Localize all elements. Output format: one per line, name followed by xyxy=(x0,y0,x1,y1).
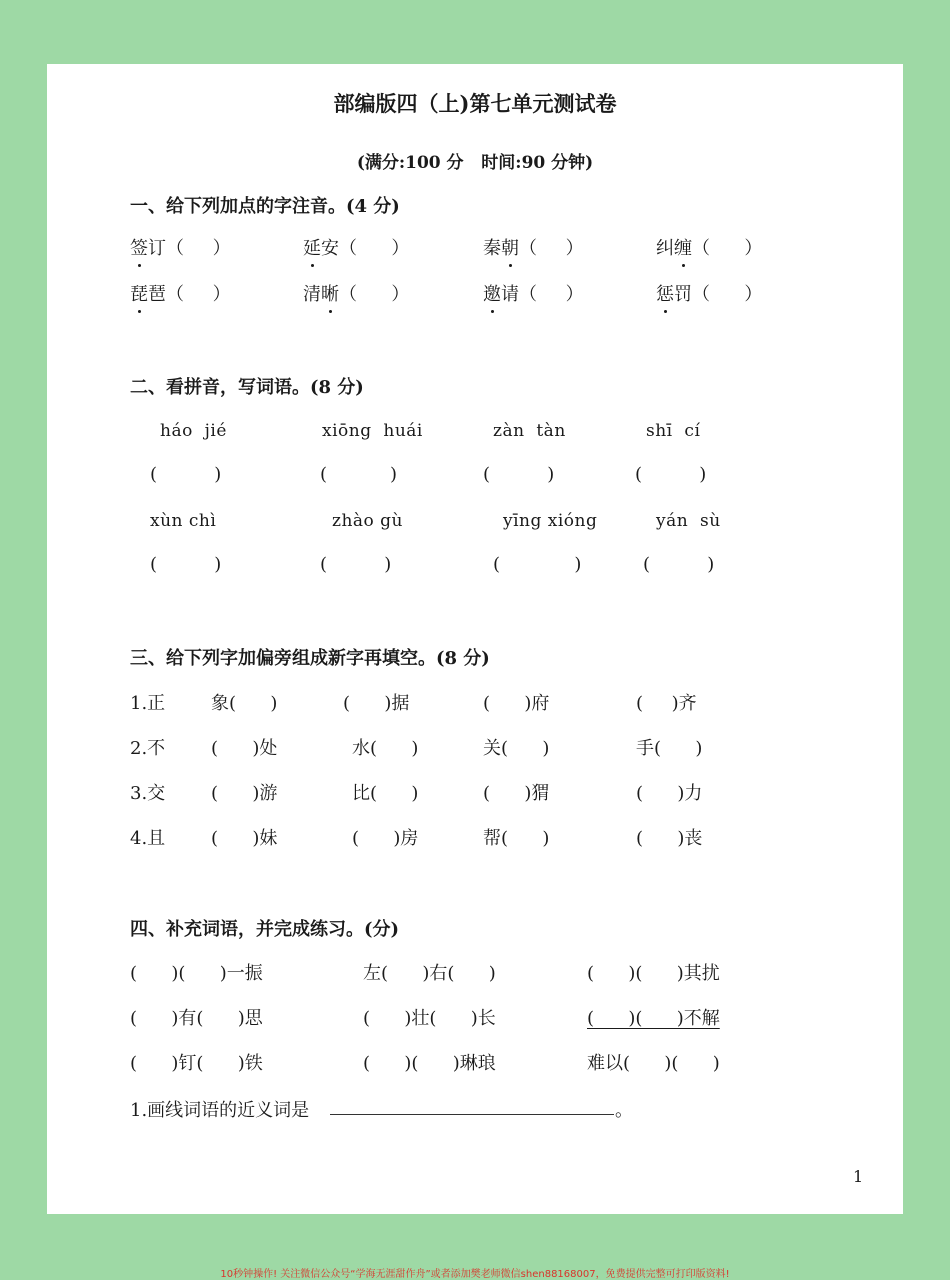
phonetic-item: 签订（ ） xyxy=(130,234,231,260)
answer-blank: ( ) xyxy=(483,464,555,485)
answer-blank: ( ) xyxy=(493,554,582,575)
phonetic-item: 延安（ ） xyxy=(303,234,409,260)
footer-promo-text: 10秒钟操作! 关注微信公众号“学海无涯甜作舟”或者添加樊老师微信shen88168007，免费提供完整可打印版资料! xyxy=(220,1269,730,1280)
radical-blank: ( )猬 xyxy=(483,783,550,804)
pinyin-text: xùn chì xyxy=(150,511,217,531)
answer-line xyxy=(330,1114,614,1115)
radical-blank: ( )游 xyxy=(211,783,278,804)
radical-blank: 手( ) xyxy=(636,738,703,759)
radical-blank: 比( ) xyxy=(352,783,419,804)
radical-blank: ( )据 xyxy=(343,693,410,714)
radical-blank: ( )力 xyxy=(636,783,703,804)
radical-blank: 象( ) xyxy=(211,693,278,714)
idiom-blank: 难以( )( ) xyxy=(587,1053,720,1074)
phonetic-item: 邀请（ ） xyxy=(483,280,584,306)
radical-base-char: 1.正 xyxy=(130,693,166,714)
pinyin-text: xiōng huái xyxy=(322,421,423,441)
idiom-blank: ( )( )琳琅 xyxy=(363,1053,496,1074)
pinyin-text: zhào gù xyxy=(332,511,404,531)
radical-blank: ( )处 xyxy=(211,738,278,759)
section1-heading: 一、给下列加点的字注音。(4 分) xyxy=(130,196,400,217)
synonym-question: 1.画线词语的近义词是 xyxy=(130,1100,310,1121)
answer-blank: ( ) xyxy=(643,554,715,575)
phonetic-item: 惩罚（ ） xyxy=(656,280,762,306)
phonetic-item: 纠缠（ ） xyxy=(656,234,762,260)
radical-base-char: 2.不 xyxy=(130,738,166,759)
underlined-idiom: ( )( )不解 xyxy=(587,1008,720,1029)
pinyin-text: yīng xióng xyxy=(503,511,598,531)
answer-blank: ( ) xyxy=(635,464,707,485)
radical-blank: ( )丧 xyxy=(636,828,703,849)
radical-blank: ( )府 xyxy=(483,693,550,714)
idiom-blank: ( )( )一振 xyxy=(130,963,263,984)
answer-blank: ( ) xyxy=(150,554,222,575)
radical-blank: ( )妹 xyxy=(211,828,278,849)
idiom-blank: ( )有( )思 xyxy=(130,1008,263,1029)
radical-blank: ( )齐 xyxy=(636,693,697,714)
page-number: 1 xyxy=(853,1167,864,1186)
exam-info: (满分:100 分 时间:90 分钟) xyxy=(356,153,594,173)
pinyin-text: zàn tàn xyxy=(493,421,566,441)
phonetic-item: 清晰（ ） xyxy=(303,280,409,306)
answer-blank: ( ) xyxy=(320,464,397,485)
phonetic-item: 琵琶（ ） xyxy=(130,280,231,306)
radical-base-char: 4.且 xyxy=(130,828,166,849)
idiom-blank: 左( )右( ) xyxy=(363,963,496,984)
section3-heading: 三、给下列字加偏旁组成新字再填空。(8 分) xyxy=(130,648,490,669)
pinyin-text: yán sù xyxy=(656,511,721,531)
radical-blank: ( )房 xyxy=(352,828,419,849)
answer-blank: ( ) xyxy=(150,464,222,485)
section2-heading: 二、看拼音，写词语。(8 分) xyxy=(130,377,364,398)
answer-blank: ( ) xyxy=(320,554,392,575)
section4-heading: 四、补充词语，并完成练习。(分) xyxy=(130,919,400,940)
pinyin-text: shī cí xyxy=(646,421,701,441)
phonetic-item: 秦朝（ ） xyxy=(483,234,584,260)
exam-paper xyxy=(47,64,903,1214)
radical-blank: 帮( ) xyxy=(483,828,550,849)
radical-blank: 关( ) xyxy=(483,738,550,759)
idiom-blank: ( )( )其扰 xyxy=(587,963,720,984)
idiom-blank: ( )钉( )铁 xyxy=(130,1053,263,1074)
radical-base-char: 3.交 xyxy=(130,783,166,804)
radical-blank: 水( ) xyxy=(352,738,419,759)
page-title: 部编版四（上)第七单元测试卷 xyxy=(333,91,617,116)
idiom-blank: ( )壮( )长 xyxy=(363,1008,496,1029)
question-end-mark: 。 xyxy=(615,1100,633,1121)
pinyin-text: háo jié xyxy=(160,421,227,441)
